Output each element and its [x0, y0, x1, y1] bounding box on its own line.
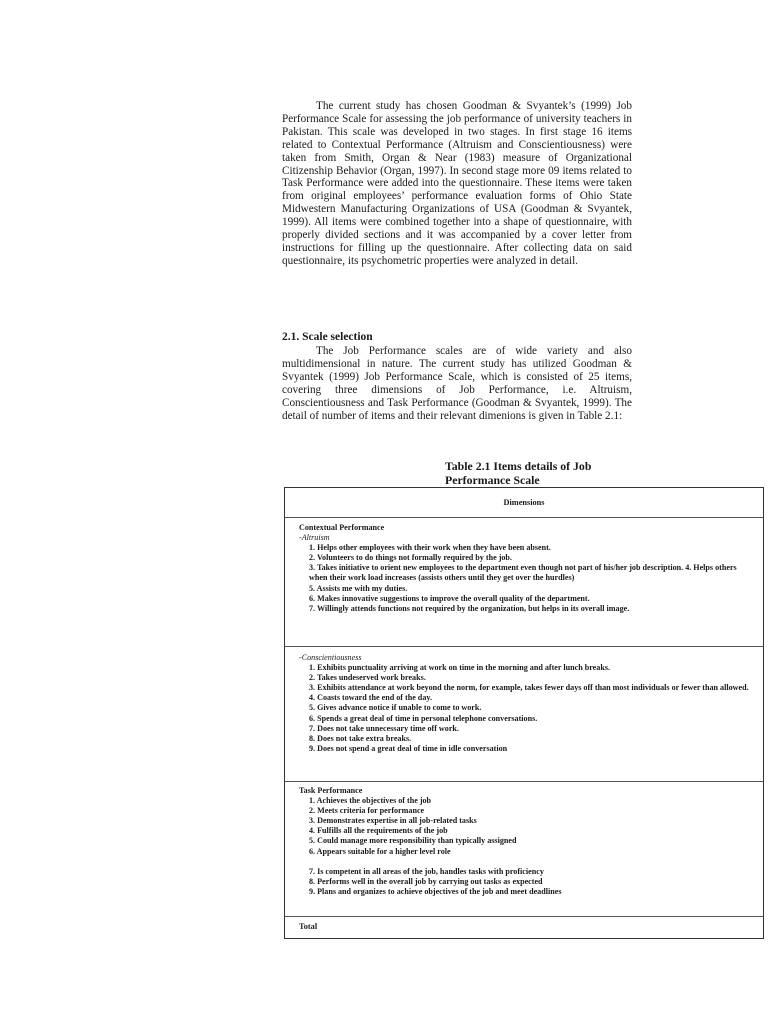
list-item: 2. Volunteers to do things not formally required by the job. — [309, 553, 512, 563]
list-item: 1. Achieves the objectives of the job — [309, 796, 432, 806]
list-item: 5. Gives advance notice if unable to come to work. — [309, 703, 482, 713]
altruism-item-list — [299, 543, 753, 614]
list-item: 8. Performs well in the overall job by carrying out tasks as expected — [309, 876, 543, 886]
conscientiousness-item-list — [299, 663, 753, 754]
job-performance-items-table — [284, 487, 764, 939]
list-item: 3. Exhibits attendance at work beyond the norm, for example, takes fewer days off than most individuals or fewer than allowed. — [309, 683, 749, 693]
list-item: 1. Exhibits punctuality arriving at work on time in the morning and after lunch breaks. — [309, 663, 610, 673]
list-item: 9. Does not spend a great deal of time in idle conversation — [309, 743, 508, 753]
list-item: 6. Spends a great deal of time in personal telephone conversations. — [309, 713, 538, 723]
scale-selection-paragraph: The Job Performance scales are of wide variety and also multidimensional in nature. The current study has utilized Goodman & Svyantek (1999) Job Performance Scale, which is consisted of 25 items, covering three dimensions of Job Performance, i.e. Altruism, Conscientiousness and Task Performance (Goodman & Svyantek, 1999). The detail of number of items and their relevant dimenions is given in Table 2.1: — [282, 345, 632, 422]
intro-paragraph: The current study has chosen Goodman & Svyantek’s (1999) Job Performance Scale for assessing the job performance of university teachers in Pakistan. This scale was developed in two stages. In first stage 16 items related to Contextual Performance (Altruism and Conscientiousness) were taken from Smith, Organ & Near (1983) measure of Organizational Citizenship Behavior (Organ, 1997). In second stage more 09 items related to Task Performance were added into the questionnaire. These items were taken from original employees’ performance evaluation forms of Ohio State Midwestern Manufacturing Organizations of USA (Goodman & Svyantek, 1999). All items were combined together into a shape of questionnaire, with properly divided sections and it was accompanied by a cover letter from instructions for filling up the questionnaire. After collecting data on said questionnaire, its psychometric properties were analyzed in detail. — [282, 100, 632, 267]
list-item: 5. Could manage more responsibility than typically assigned — [309, 836, 517, 846]
list-item: 6. Appears suitable for a higher level role — [309, 846, 451, 856]
list-item: 4. Fulfills all the requirements of the job — [309, 826, 448, 836]
table-total-row: Total — [299, 922, 318, 931]
list-item: 8. Does not take extra breaks. — [309, 733, 412, 743]
task-item-list-continued — [299, 867, 753, 897]
list-item: 5. Assists me with my duties. — [309, 583, 408, 593]
list-item: 9. Plans and organizes to achieve objectives of the job and meet deadlines — [309, 886, 562, 896]
list-item: 1. Helps other employees with their work when they have been absent. — [309, 543, 551, 553]
contextual-performance-title: Contextual Performance — [299, 523, 385, 532]
task-performance-title: Task Performance — [299, 786, 363, 795]
list-item: 4. Coasts toward the end of the day. — [309, 693, 432, 703]
list-item: 7. Willingly attends functions not required by the organization, but helps in its overall image. — [309, 603, 630, 613]
section-heading: 2.1. Scale selection — [282, 331, 373, 343]
task-item-list — [299, 796, 753, 857]
list-item: 3. Demonstrates expertise in all job-related tasks — [309, 816, 477, 826]
item-spacer — [299, 857, 753, 867]
altruism-subtitle: -Altruism — [299, 533, 330, 543]
list-item: 2. Takes undeserved work breaks. — [309, 673, 426, 683]
contextual-altruism-block — [285, 518, 763, 647]
list-item: 7. Is competent in all areas of the job, handles tasks with proficiency — [309, 866, 544, 876]
task-performance-block — [285, 782, 763, 917]
list-item: 6. Makes innovative suggestions to improve the overall quality of the department. — [309, 593, 590, 603]
list-item: 2. Meets criteria for performance — [309, 806, 425, 816]
table-header-dimensions: Dimensions — [285, 488, 763, 518]
conscientiousness-block — [285, 647, 763, 782]
table-caption: Table 2.1 Items details of Job Performance Scale — [445, 459, 592, 487]
list-item: 3. Takes initiative to orient new employees to the department even though not part of his/her job description. 4. Helps others when their work load increases (assists others until they get over the hurdles) — [309, 563, 737, 583]
conscientiousness-subtitle: -Conscientiousness — [299, 653, 362, 662]
list-item: 7. Does not take unnecessary time off work. — [309, 723, 459, 733]
